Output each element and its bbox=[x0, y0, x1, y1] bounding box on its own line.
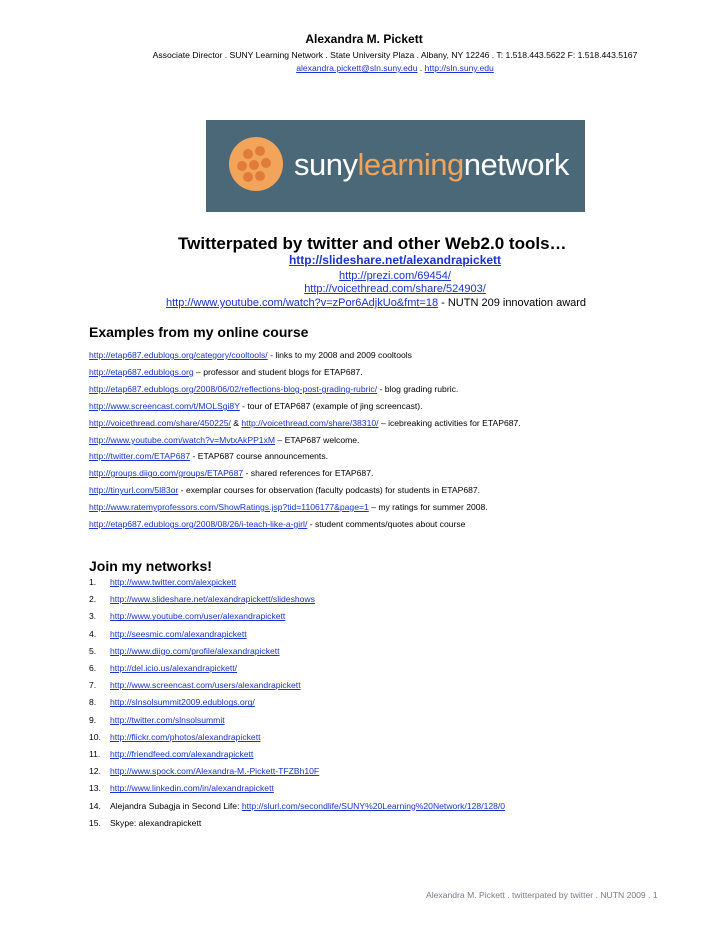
examples-heading: Examples from my online course bbox=[89, 324, 309, 340]
logo-wordmark: sunylearningnetwork bbox=[294, 147, 569, 182]
network-item bbox=[89, 715, 225, 725]
network-item-number: 5. bbox=[89, 645, 97, 656]
example-description: - links to my 2008 and 2009 cooltools bbox=[267, 350, 412, 360]
example-item bbox=[89, 502, 488, 512]
network-item bbox=[89, 611, 285, 621]
network-link[interactable]: http://www.slideshare.net/alexandrapickett/slideshows bbox=[110, 594, 315, 605]
award-text: - NUTN 209 innovation award bbox=[438, 297, 587, 309]
example-item bbox=[89, 418, 521, 428]
network-item bbox=[89, 801, 505, 811]
network-item-number: 11. bbox=[89, 749, 101, 759]
network-item bbox=[89, 766, 319, 776]
network-item-number: 12. bbox=[89, 766, 101, 777]
network-item-number: 3. bbox=[89, 611, 97, 622]
suny-learning-network-logo bbox=[206, 120, 585, 212]
network-item-number: 14. bbox=[89, 800, 101, 811]
example-item bbox=[89, 451, 328, 461]
example-description: - student comments/quotes about course bbox=[307, 519, 466, 529]
network-link[interactable]: http://seesmic.com/alexandrapickett bbox=[110, 628, 247, 639]
network-item-number: 4. bbox=[89, 628, 97, 639]
network-item-number: 8. bbox=[89, 697, 97, 708]
network-item-number: 13. bbox=[89, 783, 101, 794]
example-description-secondary: – icebreaking activities for ETAP687. bbox=[378, 418, 521, 428]
author-name: Alexandra M. Pickett bbox=[305, 32, 423, 46]
network-item-number: 2. bbox=[89, 594, 97, 605]
example-link[interactable]: http://etap687.edublogs.org/2008/06/02/reflections-blog-post-grading-rubric/ bbox=[89, 384, 378, 394]
network-item bbox=[89, 629, 247, 639]
network-link[interactable]: http://del.icio.us/alexandrapickett/ bbox=[110, 663, 238, 673]
network-item bbox=[89, 818, 201, 828]
example-description: – professor and student blogs for ETAP687. bbox=[193, 367, 363, 377]
email-link[interactable]: alexandra.pickett@sln.suny.edu bbox=[296, 63, 418, 73]
example-description: - tour of ETAP687 (example of jing screencast). bbox=[239, 401, 423, 411]
network-link[interactable]: http://www.screencast.com/users/alexandrapickett bbox=[110, 680, 301, 691]
example-description: & bbox=[230, 418, 242, 428]
example-item bbox=[89, 384, 458, 394]
example-description: - exemplar courses for observation (faculty podcasts) for students in ETAP687. bbox=[178, 485, 481, 495]
network-item-label: Skype: alexandrapickett bbox=[110, 817, 202, 828]
example-description: - shared references for ETAP687. bbox=[243, 468, 374, 478]
example-description: – my ratings for summer 2008. bbox=[368, 502, 488, 512]
logo-mark-icon bbox=[228, 136, 284, 192]
network-item-number: 9. bbox=[89, 714, 97, 725]
network-link[interactable]: http://www.spock.com/Alexandra-M.-Pickett-TFZBh10F bbox=[110, 766, 320, 777]
network-link[interactable]: http://www.twitter.com/alexpickett bbox=[110, 577, 237, 587]
example-description: - blog grading rubric. bbox=[377, 384, 459, 394]
network-link[interactable]: http://www.linkedin.com/in/alexandrapickett bbox=[110, 783, 274, 794]
example-item bbox=[89, 435, 359, 445]
example-link[interactable]: http://tinyurl.com/5l83or bbox=[89, 485, 179, 495]
network-item bbox=[89, 732, 260, 742]
example-link[interactable]: http://etap687.edublogs.org/category/cooltools/ bbox=[89, 350, 268, 360]
network-link[interactable]: http://twitter.com/slnsolsummit bbox=[110, 714, 225, 725]
example-link[interactable]: http://twitter.com/ETAP687 bbox=[89, 451, 191, 461]
prezi-link[interactable]: http://prezi.com/69454/ bbox=[339, 270, 451, 282]
example-item bbox=[89, 367, 363, 377]
network-item bbox=[89, 594, 315, 604]
youtube-link[interactable]: http://www.youtube.com/watch?v=zPor6AdjkUo&fmt=18 bbox=[166, 297, 439, 309]
example-item bbox=[89, 350, 412, 360]
example-item bbox=[89, 401, 423, 411]
network-link[interactable]: http://flickr.com/photos/alexandrapickett bbox=[110, 731, 261, 742]
example-description: - ETAP687 course announcements. bbox=[190, 451, 329, 461]
page-footer: Alexandra M. Pickett . twitterpated by twitter . NUTN 2009 . 1 bbox=[426, 890, 658, 900]
example-link[interactable]: http://groups.diigo.com/groups/ETAP687 bbox=[89, 468, 244, 478]
slideshare-link[interactable]: http://slideshare.net/alexandrapickett bbox=[288, 253, 502, 267]
networks-heading: Join my networks! bbox=[89, 558, 212, 574]
site-link[interactable]: http://sln.suny.edu bbox=[424, 63, 494, 73]
network-item-number: 15. bbox=[89, 817, 101, 828]
example-item bbox=[89, 468, 373, 478]
network-item bbox=[89, 680, 301, 690]
network-item-number: 6. bbox=[89, 663, 97, 673]
network-item bbox=[89, 749, 253, 759]
network-item bbox=[89, 577, 236, 587]
example-link[interactable]: http://etap687.edublogs.org/2008/08/26/i-teach-like-a-girl/ bbox=[89, 519, 308, 529]
example-item bbox=[89, 519, 465, 529]
example-link[interactable]: http://voicethread.com/share/450225/ bbox=[89, 418, 231, 428]
example-link[interactable]: http://www.screencast.com/t/MOLSgi8Y bbox=[89, 401, 240, 411]
example-link[interactable]: http://www.ratemyprofessors.com/ShowRatings.jsp?tid=1106177&page=1 bbox=[89, 502, 369, 512]
example-link-secondary[interactable]: http://voicethread.com/share/38310/ bbox=[241, 418, 379, 428]
network-item bbox=[89, 646, 280, 656]
network-item-number: 1. bbox=[89, 577, 97, 587]
contact-line bbox=[0, 63, 728, 73]
network-item-number: 7. bbox=[89, 680, 97, 691]
network-item-number: 10. bbox=[89, 731, 101, 742]
voicethread-link[interactable]: http://voicethread.com/share/524903/ bbox=[304, 283, 486, 295]
presentation-title: Twitterpated by twitter and other Web2.0 tools… bbox=[178, 234, 567, 253]
example-item bbox=[89, 485, 480, 495]
network-item-label: Alejandra Subagja in Second Life: bbox=[110, 800, 242, 811]
example-description: – ETAP687 welcome. bbox=[275, 435, 360, 445]
contact-separator: . bbox=[417, 63, 425, 73]
network-link[interactable]: http://slnsolsummit2009.edublogs.org/ bbox=[110, 697, 255, 708]
network-link[interactable]: http://www.diigo.com/profile/alexandrapickett bbox=[110, 645, 280, 656]
network-link[interactable]: http://www.youtube.com/user/alexandrapickett bbox=[110, 611, 286, 622]
example-link[interactable]: http://etap687.edublogs.org bbox=[89, 367, 194, 377]
youtube-award-line bbox=[166, 297, 586, 309]
example-link[interactable]: http://www.youtube.com/watch?v=MvtxAkPP1xM bbox=[89, 435, 276, 445]
network-item bbox=[89, 663, 237, 673]
author-affiliation: Associate Director . SUNY Learning Network . State University Plaza . Albany, NY 12246 . T: 1.518.443.5622 F: 1.518.443.5167 bbox=[152, 50, 638, 60]
network-item bbox=[89, 783, 274, 793]
network-link[interactable]: http://friendfeed.com/alexandrapickett bbox=[110, 749, 254, 759]
network-link[interactable]: http://slurl.com/secondlife/SUNY%20Learning%20Network/128/128/0 bbox=[241, 800, 506, 811]
network-item bbox=[89, 697, 255, 707]
